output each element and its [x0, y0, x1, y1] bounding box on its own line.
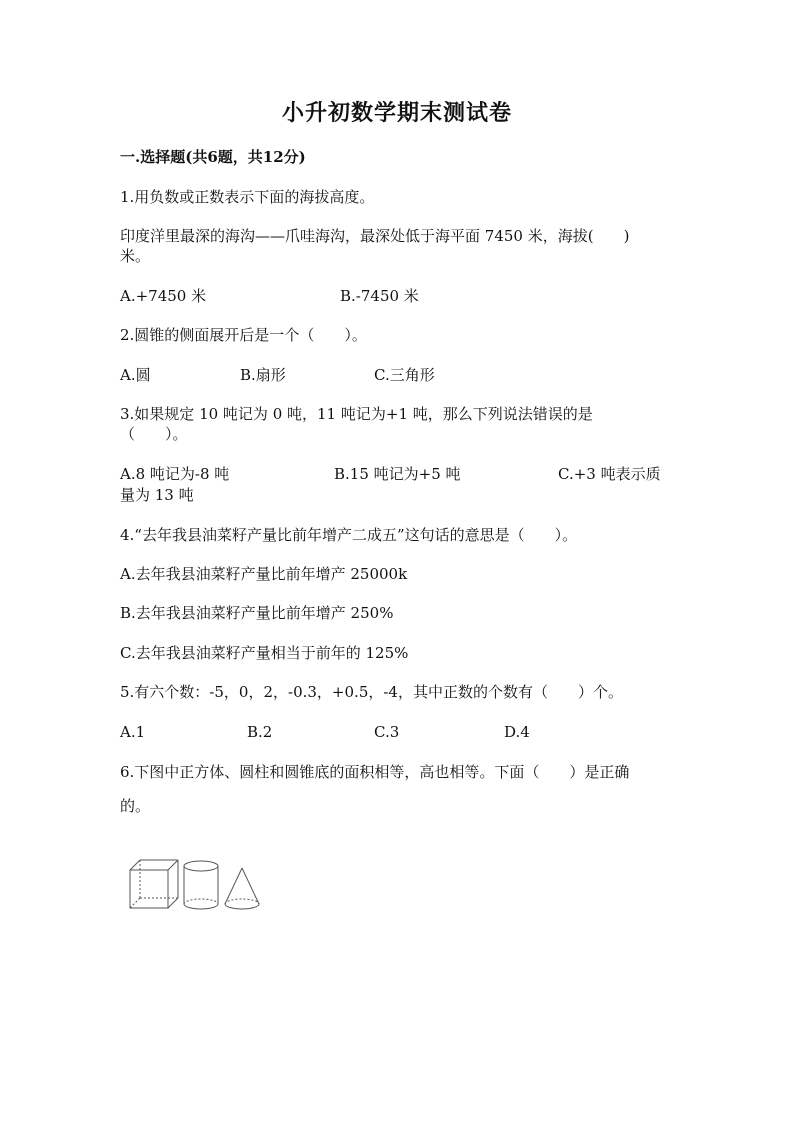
question-1-context-line-1: 印度洋里最深的海沟——爪哇海沟，最深处低于海平面 7450 米，海拔( ) — [120, 227, 630, 245]
question-1-context-line-2: 米。 — [120, 247, 151, 265]
question-5-option-c: C.3 — [374, 723, 400, 741]
question-1-stem: 1.用负数或正数表示下面的海拔高度。 — [120, 188, 375, 206]
question-2-option-a: A.圆 — [120, 366, 151, 384]
question-2-option-c: C.三角形 — [374, 366, 435, 384]
question-3-option-a: A.8 吨记为-8 吨 — [120, 465, 230, 483]
question-5-option-b: B.2 — [247, 723, 273, 741]
question-4-option-a: A.去年我县油菜籽产量比前年增产 25000k — [120, 565, 408, 583]
cone-figure — [225, 868, 259, 909]
question-4-option-b: B.去年我县油菜籽产量比前年增产 250% — [120, 604, 394, 622]
question-5-option-a: A.1 — [120, 723, 146, 741]
question-5-stem: 5.有六个数：-5，0，2，-0.3，+0.5，-4，其中正数的个数有（ ）个。 — [120, 683, 623, 701]
page-title: 小升初数学期末测试卷 — [281, 100, 512, 126]
question-3-option-c: C.+3 吨表示质 — [558, 465, 661, 483]
cylinder-figure — [184, 861, 218, 909]
question-4-stem: 4.“去年我县油菜籽产量比前年增产二成五”这句话的意思是（ ）。 — [120, 526, 578, 544]
question-3-stem-line-2: （ ）。 — [120, 425, 188, 443]
question-3-option-c-continuation: 量为 13 吨 — [120, 486, 194, 504]
question-1-option-b: B.-7450 米 — [340, 287, 419, 305]
question-2-option-b: B.扇形 — [240, 366, 286, 384]
question-2-stem: 2.圆锥的侧面展开后是一个（ ）。 — [120, 326, 367, 344]
question-6-stem-line-1: 6.下图中正方体、圆柱和圆锥底的面积相等，高也相等。下面（ ）是正确 — [120, 763, 630, 781]
question-1-option-a: A.+7450 米 — [120, 287, 207, 305]
question-5-option-d: D.4 — [504, 723, 530, 741]
question-3-stem-line-1: 3.如果规定 10 吨记为 0 吨，11 吨记为+1 吨，那么下列说法错误的是 — [120, 405, 593, 423]
question-3-option-b: B.15 吨记为+5 吨 — [334, 465, 461, 483]
cube-figure — [130, 860, 178, 908]
question-6-stem-line-2: 的。 — [120, 797, 151, 815]
section-heading: 一.选择题(共6题，共12分) — [120, 148, 306, 166]
solids-figure — [126, 856, 266, 916]
question-4-option-c: C.去年我县油菜籽产量相当于前年的 125% — [120, 644, 409, 662]
